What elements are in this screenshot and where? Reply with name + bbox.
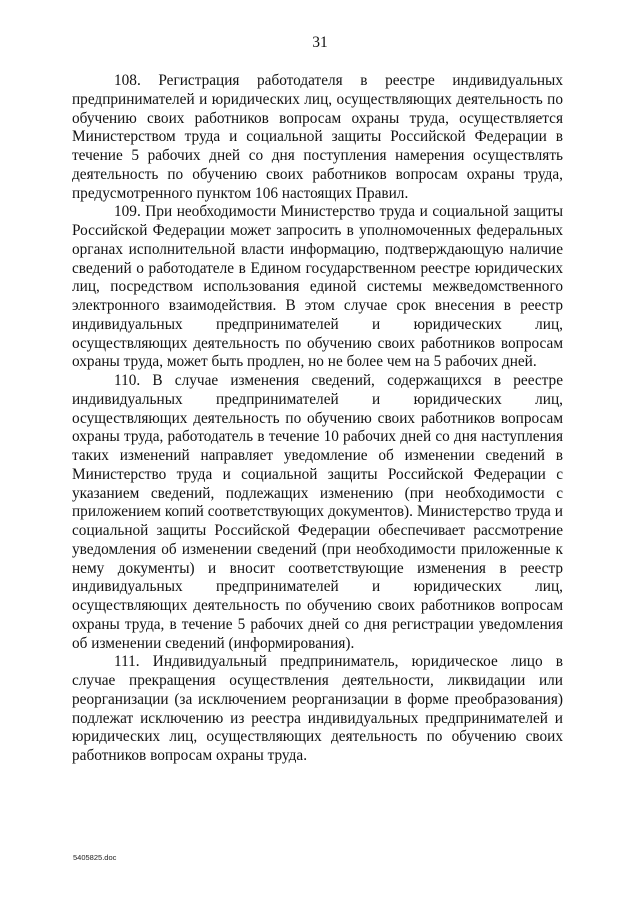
paragraph-108: 108. Регистрация работодателя в реестре индивидуальных предпринимателей и юридических лиц, осуществляющих деятельность по обучению своих работников вопросам охраны труда, осуществляется Министерством труда и социальной защиты Российской Федерации в течение 5 рабочих дней со дня поступления намерения осуществлять деятельность по обучению своих работников вопросам охраны труда, предусмотренного пунктом 106 настоящих Правил. (72, 72, 563, 202)
document-body (72, 72, 563, 766)
paragraph-109: 109. При необходимости Министерство труда и социальной защиты Российской Федерации может запросить в уполномоченных федеральных органах исполнительной власти информацию, подтверждающую наличие сведений о работодателе в Едином государственном реестре юридических лиц, посредством использования единой системы межведомственного электронного взаимодействия. В этом случае срок внесения в реестр индивидуальных предпринимателей и юридических лиц, осуществляющих деятельность по обучению своих работников вопросам охраны труда, может быть продлен, но не более чем на 5 рабочих дней. (72, 203, 563, 371)
footer-doc-name: 5405825.doc (73, 853, 117, 862)
paragraph-111: 111. Индивидуальный предприниматель, юридическое лицо в случае прекращения осуществления деятельности, ликвидации или реорганизации (за исключением реорганизации в форме преобразования) подлежат исключению из реестра индивидуальных предпринимателей и юридических лиц, осуществляющих деятельность по обучению своих работников вопросам охраны труда. (72, 653, 563, 764)
paragraph-110: 110. В случае изменения сведений, содержащихся в реестре индивидуальных предпринимателей и юридических лиц, осуществляющих деятельность по обучению своих работников вопросам охраны труда, работодатель в течение 10 рабочих дней со дня наступления таких изменений направляет уведомление об изменении сведений в Министерство труда и социальной защиты Российской Федерации с указанием сведений, подлежащих изменению (при необходимости с приложением копий соответствующих документов). Министерство труда и социальной защиты Российской Федерации обеспечивает рассмотрение уведомления об изменении сведений (при необходимости приложенные к нему документы) и вносит соответствующие изменения в реестр индивидуальных предпринимателей и юридических лиц, осуществляющих деятельность по обучению своих работников вопросам охраны труда, в течение 5 рабочих дней со дня регистрации уведомления об изменении сведений (информирования). (72, 372, 563, 652)
page-number: 31 (312, 34, 328, 51)
